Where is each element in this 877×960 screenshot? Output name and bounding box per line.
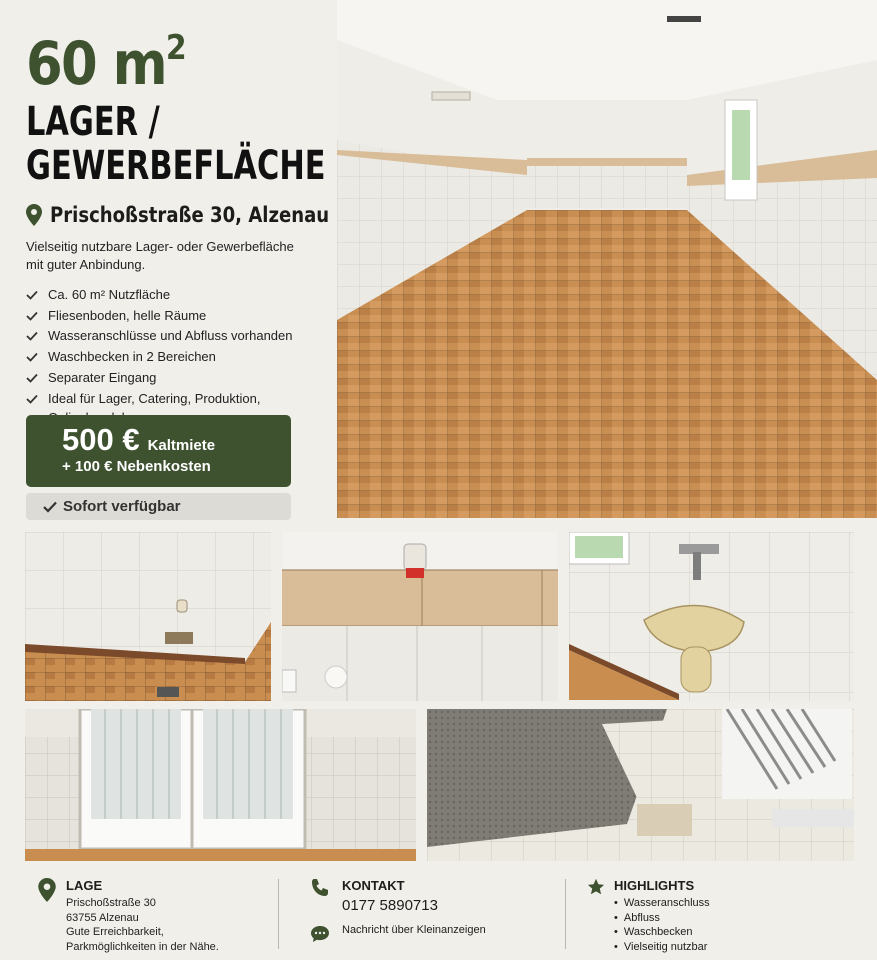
highlight-item: • Waschbecken xyxy=(614,925,834,940)
footer xyxy=(0,870,877,960)
check-icon xyxy=(26,326,48,347)
check-icon xyxy=(26,368,48,389)
area-unit-sup: 2 xyxy=(165,28,185,68)
photo-wall-tiles-detail xyxy=(282,532,558,701)
feature-list xyxy=(26,285,326,428)
photo-floor-step-area xyxy=(427,709,854,861)
price-amount: 500 € xyxy=(62,422,140,457)
listing-title xyxy=(26,99,326,189)
feature-item: Waschbecken in 2 Bereichen xyxy=(26,347,326,368)
location-street: Prischoßstraße 30 xyxy=(66,897,156,909)
highlight-item: • Vielseitig nutzbar xyxy=(614,940,834,955)
footer-divider xyxy=(565,879,566,949)
area-size xyxy=(26,18,290,98)
info-column xyxy=(26,18,330,428)
highlights-list xyxy=(614,896,834,954)
location-note-1: Gute Erreichbarkeit, xyxy=(66,926,164,938)
photo-entrance-door xyxy=(25,709,416,861)
address-line xyxy=(26,200,330,230)
phone-icon xyxy=(310,878,330,898)
price-cold-label: Kaltmiete xyxy=(147,437,216,454)
footer-divider xyxy=(278,879,279,949)
star-icon xyxy=(587,878,605,896)
address-text: Prischoßstraße 30, Alzenau xyxy=(50,203,330,227)
location-note-2: Parkmöglichkeiten in der Nähe. xyxy=(66,940,219,953)
photo-main-hall xyxy=(337,0,877,518)
highlights-heading: HIGHLIGHTS xyxy=(614,878,695,893)
check-icon xyxy=(26,306,48,327)
check-icon xyxy=(26,285,48,306)
map-pin-icon xyxy=(26,204,42,226)
feature-item: Ideal für Lager, Catering, Produktion, xyxy=(26,389,326,428)
contact-phone[interactable]: 0177 5890713 xyxy=(342,897,438,914)
chat-bubble-icon xyxy=(310,925,330,943)
map-pin-icon xyxy=(38,878,56,902)
highlight-item: • Abfluss xyxy=(614,911,834,926)
description: Vielseitig nutzbare Lager- oder Gewerbefläche mit guter Anbindung. xyxy=(26,239,294,272)
price-extra-costs: + 100 € Nebenkosten xyxy=(62,458,211,475)
feature-item: Separater Eingang xyxy=(26,368,326,389)
title-line-1: LAGER / xyxy=(26,99,160,145)
contact-message: Nachricht über Kleinanzeigen xyxy=(342,924,486,936)
contact-heading: KONTAKT xyxy=(342,878,405,893)
photo-washbasin xyxy=(569,532,854,701)
photo-wall-water-connection xyxy=(25,532,271,701)
price-box xyxy=(26,415,291,487)
feature-item: Fliesenboden, helle Räume xyxy=(26,306,326,327)
area-number: 60 m xyxy=(26,29,166,99)
location-city: 63755 Alzenau xyxy=(66,911,139,924)
location-heading: LAGE xyxy=(66,878,103,893)
check-icon xyxy=(26,347,48,368)
availability-badge xyxy=(26,493,291,520)
highlight-item: • Wasseranschluss xyxy=(614,896,834,911)
feature-item: Ca. 60 m² Nutzfläche xyxy=(26,285,326,306)
feature-item: Wasseranschlüsse und Abfluss vorhanden xyxy=(26,326,326,347)
availability-text: Sofort verfügbar xyxy=(63,498,181,515)
check-icon xyxy=(43,501,57,513)
title-line-2: GEWERBEFLÄCHE xyxy=(26,143,326,189)
